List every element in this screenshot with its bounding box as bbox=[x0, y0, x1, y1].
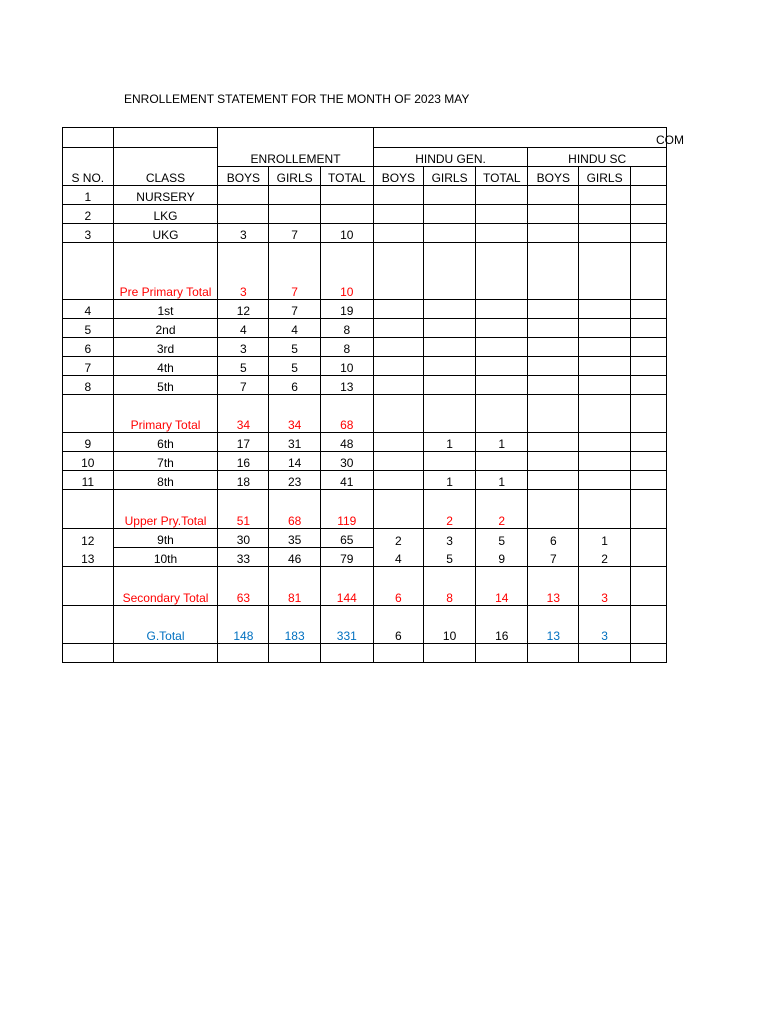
class-cell: 3rd bbox=[113, 338, 218, 357]
class-cell: 4th bbox=[113, 357, 218, 376]
hindu-sc-girls-cell bbox=[579, 376, 631, 395]
enrollment-boys-cell: 3 bbox=[218, 224, 269, 243]
enrollment-girls-cell: 5 bbox=[269, 338, 321, 357]
hindu-sc-girls-cell: 3 bbox=[579, 567, 631, 606]
hindu-gen-boys-cell bbox=[373, 395, 423, 433]
table-row bbox=[63, 300, 667, 319]
hindu-sc-girls-cell bbox=[579, 471, 631, 490]
table-row bbox=[63, 433, 667, 452]
hindu-sc-girls-cell bbox=[579, 433, 631, 452]
hindu-sc-boys-header: BOYS bbox=[528, 167, 579, 186]
hindu-sc-girls-cell bbox=[579, 224, 631, 243]
table-row bbox=[63, 452, 667, 471]
hindu-sc-total-header bbox=[630, 167, 666, 186]
sno-cell bbox=[63, 395, 114, 433]
hindu-gen-total-cell: 1 bbox=[476, 471, 528, 490]
hindu-gen-boys-cell bbox=[373, 452, 423, 471]
hindu-sc-boys-cell bbox=[528, 357, 579, 376]
hindu-gen-girls-cell bbox=[424, 205, 476, 224]
enrollment-girls-cell: 31 bbox=[269, 433, 321, 452]
empty-cell bbox=[630, 433, 666, 452]
hindu-gen-total-cell: 9 bbox=[476, 548, 528, 567]
enrollment-girls-cell: 46 bbox=[269, 548, 321, 567]
table-row bbox=[63, 529, 667, 548]
enrollment-table-viewport bbox=[62, 127, 684, 672]
hindu-gen-boys-cell bbox=[373, 243, 423, 300]
class-cell: Upper Pry.Total bbox=[113, 490, 218, 529]
header-blank-cell bbox=[113, 128, 218, 148]
enrollment-boys-cell: 17 bbox=[218, 433, 269, 452]
hindu-gen-boys-cell bbox=[373, 338, 423, 357]
subtotal-row bbox=[63, 243, 667, 300]
empty-cell bbox=[373, 644, 423, 663]
enrollment-girls-cell: 7 bbox=[269, 243, 321, 300]
table-row bbox=[63, 357, 667, 376]
class-cell: 1st bbox=[113, 300, 218, 319]
hindu-gen-girls-cell bbox=[424, 300, 476, 319]
empty-cell bbox=[630, 338, 666, 357]
class-cell: 2nd bbox=[113, 319, 218, 338]
empty-cell bbox=[320, 644, 373, 663]
empty-cell bbox=[630, 567, 666, 606]
enrollment-girls-cell: 4 bbox=[269, 319, 321, 338]
enrollment-boys-cell: 30 bbox=[218, 529, 269, 548]
hindu-gen-boys-cell: 2 bbox=[373, 529, 423, 548]
class-cell: 5th bbox=[113, 376, 218, 395]
enrollment-boys-cell: 18 bbox=[218, 471, 269, 490]
hindu-sc-girls-cell bbox=[579, 452, 631, 471]
enrollment-girls-cell: 6 bbox=[269, 376, 321, 395]
enrollment-total-cell: 13 bbox=[320, 376, 373, 395]
hindu-sc-boys-cell bbox=[528, 224, 579, 243]
enrollment-table bbox=[62, 127, 684, 663]
header-blank-cell bbox=[63, 128, 114, 148]
class-cell: UKG bbox=[113, 224, 218, 243]
hindu-gen-girls-cell: 2 bbox=[424, 490, 476, 529]
hindu-gen-total-cell bbox=[476, 224, 528, 243]
hindu-gen-total-cell: 16 bbox=[476, 606, 528, 644]
enrollment-girls-cell: 34 bbox=[269, 395, 321, 433]
enrollment-girls-header: GIRLS bbox=[269, 167, 321, 186]
table-row bbox=[63, 376, 667, 395]
empty-cell bbox=[630, 548, 666, 567]
class-cell: NURSERY bbox=[113, 186, 218, 205]
class-cell: Pre Primary Total bbox=[113, 243, 218, 300]
hindu-gen-girls-cell bbox=[424, 338, 476, 357]
sno-cell: 5 bbox=[63, 319, 114, 338]
class-cell: 10th bbox=[113, 548, 218, 567]
enrollment-girls-cell bbox=[269, 205, 321, 224]
hindu-gen-boys-cell bbox=[373, 433, 423, 452]
enrollment-boys-cell: 3 bbox=[218, 243, 269, 300]
hindu-gen-girls-cell: 8 bbox=[424, 567, 476, 606]
class-cell: 7th bbox=[113, 452, 218, 471]
sno-cell: 8 bbox=[63, 376, 114, 395]
enrollment-boys-cell: 63 bbox=[218, 567, 269, 606]
hindu-gen-boys-cell bbox=[373, 319, 423, 338]
hindu-sc-boys-cell bbox=[528, 300, 579, 319]
table-row bbox=[63, 644, 667, 663]
hindu-sc-girls-cell: 2 bbox=[579, 548, 631, 567]
hindu-sc-boys-cell: 7 bbox=[528, 548, 579, 567]
empty-cell bbox=[630, 529, 666, 548]
sno-cell: 2 bbox=[63, 205, 114, 224]
enrollment-boys-cell: 33 bbox=[218, 548, 269, 567]
hindu-gen-boys-cell bbox=[373, 186, 423, 205]
sno-cell: 7 bbox=[63, 357, 114, 376]
hindu-gen-total-cell bbox=[476, 452, 528, 471]
enrollment-total-cell: 144 bbox=[320, 567, 373, 606]
hindu-sc-boys-cell bbox=[528, 205, 579, 224]
empty-cell bbox=[630, 224, 666, 243]
enrollment-girls-cell: 7 bbox=[269, 300, 321, 319]
empty-cell bbox=[630, 243, 666, 300]
hindu-gen-boys-cell bbox=[373, 357, 423, 376]
empty-cell bbox=[630, 357, 666, 376]
enrollment-girls-cell: 7 bbox=[269, 224, 321, 243]
hindu-sc-boys-cell: 13 bbox=[528, 567, 579, 606]
enrollment-total-header: TOTAL bbox=[320, 167, 373, 186]
hindu-sc-girls-cell bbox=[579, 205, 631, 224]
enrollment-total-cell: 119 bbox=[320, 490, 373, 529]
hindu-sc-girls-cell: 3 bbox=[579, 606, 631, 644]
enrollment-boys-cell: 16 bbox=[218, 452, 269, 471]
sno-cell: 10 bbox=[63, 452, 114, 471]
enrollment-total-cell bbox=[320, 186, 373, 205]
enrollment-total-cell: 68 bbox=[320, 395, 373, 433]
table-row bbox=[63, 471, 667, 490]
empty-cell bbox=[630, 205, 666, 224]
enrollment-girls-cell: 35 bbox=[269, 529, 321, 548]
hindu-gen-total-cell: 5 bbox=[476, 529, 528, 548]
sno-cell: 9 bbox=[63, 433, 114, 452]
hindu-sc-boys-cell bbox=[528, 395, 579, 433]
hindu-sc-girls-cell: 1 bbox=[579, 529, 631, 548]
hindu-sc-girls-cell bbox=[579, 186, 631, 205]
hindu-sc-boys-cell: 6 bbox=[528, 529, 579, 548]
hindu-gen-boys-cell bbox=[373, 224, 423, 243]
enrollment-boys-cell bbox=[218, 205, 269, 224]
enrollment-boys-cell: 3 bbox=[218, 338, 269, 357]
enrollment-total-cell: 10 bbox=[320, 243, 373, 300]
header-blank-cell bbox=[113, 148, 218, 167]
hindu-sc-girls-cell bbox=[579, 395, 631, 433]
empty-cell bbox=[476, 644, 528, 663]
hindu-sc-boys-cell bbox=[528, 319, 579, 338]
hindu-gen-boys-cell bbox=[373, 471, 423, 490]
class-cell: LKG bbox=[113, 205, 218, 224]
hindu-gen-girls-cell: 3 bbox=[424, 529, 476, 548]
hindu-gen-total-cell bbox=[476, 205, 528, 224]
empty-cell bbox=[630, 319, 666, 338]
hindu-gen-girls-cell bbox=[424, 186, 476, 205]
hindu-sc-boys-cell bbox=[528, 433, 579, 452]
enrollment-total-cell: 48 bbox=[320, 433, 373, 452]
hindu-gen-girls-cell: 5 bbox=[424, 548, 476, 567]
hindu-sc-boys-cell bbox=[528, 338, 579, 357]
enrollment-girls-cell: 81 bbox=[269, 567, 321, 606]
enrollment-boys-cell bbox=[218, 186, 269, 205]
hindu-gen-girls-cell bbox=[424, 395, 476, 433]
enrollment-group-header: ENROLLEMENT bbox=[218, 148, 373, 167]
enrollment-total-cell: 331 bbox=[320, 606, 373, 644]
enrollment-total-cell: 65 bbox=[320, 529, 373, 548]
sno-cell: 3 bbox=[63, 224, 114, 243]
hindu-gen-girls-cell bbox=[424, 357, 476, 376]
enrollment-total-cell: 30 bbox=[320, 452, 373, 471]
sno-cell: 1 bbox=[63, 186, 114, 205]
hindu-gen-boys-cell: 4 bbox=[373, 548, 423, 567]
empty-cell bbox=[630, 471, 666, 490]
hindu-gen-boys-cell bbox=[373, 300, 423, 319]
hindu-sc-boys-cell: 13 bbox=[528, 606, 579, 644]
hindu-gen-total-cell bbox=[476, 243, 528, 300]
header-blank-cell bbox=[63, 148, 114, 167]
table-row bbox=[63, 338, 667, 357]
enrollment-boys-header: BOYS bbox=[218, 167, 269, 186]
enrollment-total-cell bbox=[320, 205, 373, 224]
empty-cell bbox=[579, 644, 631, 663]
table-row bbox=[63, 205, 667, 224]
hindu-gen-total-cell bbox=[476, 357, 528, 376]
table-row bbox=[63, 224, 667, 243]
enrollment-total-cell: 41 bbox=[320, 471, 373, 490]
hindu-gen-total-header: TOTAL bbox=[476, 167, 528, 186]
class-cell: Secondary Total bbox=[113, 567, 218, 606]
enrollment-boys-cell: 7 bbox=[218, 376, 269, 395]
hindu-gen-girls-header: GIRLS bbox=[424, 167, 476, 186]
hindu-gen-girls-cell: 1 bbox=[424, 433, 476, 452]
hindu-gen-total-cell bbox=[476, 395, 528, 433]
empty-cell bbox=[630, 376, 666, 395]
header-blank-cell bbox=[218, 128, 373, 148]
table-row bbox=[63, 548, 667, 567]
enrollment-total-cell: 10 bbox=[320, 224, 373, 243]
enrollment-total-cell: 8 bbox=[320, 338, 373, 357]
hindu-gen-total-cell bbox=[476, 338, 528, 357]
enrollment-boys-cell: 51 bbox=[218, 490, 269, 529]
class-column-header: CLASS bbox=[113, 167, 218, 186]
hindu-sc-group-header: HINDU SC bbox=[528, 148, 667, 167]
hindu-gen-total-cell bbox=[476, 186, 528, 205]
hindu-gen-boys-header: BOYS bbox=[373, 167, 423, 186]
enrollment-girls-cell: 68 bbox=[269, 490, 321, 529]
enrollment-total-cell: 19 bbox=[320, 300, 373, 319]
empty-cell bbox=[630, 186, 666, 205]
empty-cell bbox=[630, 490, 666, 529]
enrollment-girls-cell: 183 bbox=[269, 606, 321, 644]
enrollment-total-cell: 10 bbox=[320, 357, 373, 376]
hindu-sc-girls-header: GIRLS bbox=[579, 167, 631, 186]
class-cell: 9th bbox=[113, 529, 218, 548]
hindu-gen-girls-cell: 10 bbox=[424, 606, 476, 644]
hindu-gen-total-cell: 2 bbox=[476, 490, 528, 529]
enrollment-boys-cell: 148 bbox=[218, 606, 269, 644]
enrollment-boys-cell: 12 bbox=[218, 300, 269, 319]
empty-cell bbox=[218, 644, 269, 663]
hindu-gen-girls-cell bbox=[424, 243, 476, 300]
hindu-gen-total-cell bbox=[476, 300, 528, 319]
hindu-gen-total-cell: 1 bbox=[476, 433, 528, 452]
hindu-sc-boys-cell bbox=[528, 243, 579, 300]
hindu-gen-group-header: HINDU GEN. bbox=[373, 148, 528, 167]
hindu-gen-boys-cell: 6 bbox=[373, 606, 423, 644]
class-cell: 6th bbox=[113, 433, 218, 452]
enrollment-boys-cell: 5 bbox=[218, 357, 269, 376]
empty-cell bbox=[630, 395, 666, 433]
enrollment-total-cell: 79 bbox=[320, 548, 373, 567]
hindu-gen-girls-cell bbox=[424, 224, 476, 243]
class-cell: Primary Total bbox=[113, 395, 218, 433]
sno-cell: 4 bbox=[63, 300, 114, 319]
empty-cell bbox=[630, 300, 666, 319]
hindu-sc-girls-cell bbox=[579, 319, 631, 338]
enrollment-girls-cell: 5 bbox=[269, 357, 321, 376]
sno-column-header: S NO. bbox=[63, 167, 114, 186]
enrollment-total-cell: 8 bbox=[320, 319, 373, 338]
hindu-gen-boys-cell bbox=[373, 205, 423, 224]
subtotal-row bbox=[63, 395, 667, 433]
class-cell: G.Total bbox=[113, 606, 218, 644]
enrollment-boys-cell: 4 bbox=[218, 319, 269, 338]
hindu-gen-girls-cell bbox=[424, 319, 476, 338]
enrollment-girls-cell bbox=[269, 186, 321, 205]
hindu-gen-girls-cell bbox=[424, 452, 476, 471]
sno-cell: 6 bbox=[63, 338, 114, 357]
empty-cell bbox=[528, 644, 579, 663]
sno-cell: 12 bbox=[63, 529, 114, 548]
statement-title: ENROLLEMENT STATEMENT FOR THE MONTH OF 2023 MAY bbox=[124, 92, 470, 106]
empty-cell bbox=[630, 644, 666, 663]
hindu-gen-girls-cell bbox=[424, 376, 476, 395]
hindu-sc-girls-cell bbox=[579, 243, 631, 300]
empty-cell bbox=[269, 644, 321, 663]
enrollment-girls-cell: 14 bbox=[269, 452, 321, 471]
hindu-sc-boys-cell bbox=[528, 471, 579, 490]
enrollment-boys-cell: 34 bbox=[218, 395, 269, 433]
hindu-sc-girls-cell bbox=[579, 338, 631, 357]
sno-cell bbox=[63, 490, 114, 529]
community-group-label: COM bbox=[656, 133, 684, 147]
sno-cell: 13 bbox=[63, 548, 114, 567]
hindu-gen-girls-cell: 1 bbox=[424, 471, 476, 490]
hindu-gen-boys-cell: 6 bbox=[373, 567, 423, 606]
hindu-sc-boys-cell bbox=[528, 186, 579, 205]
sno-cell: 11 bbox=[63, 471, 114, 490]
sno-cell bbox=[63, 567, 114, 606]
table-row bbox=[63, 319, 667, 338]
hindu-sc-girls-cell bbox=[579, 490, 631, 529]
table-row bbox=[63, 186, 667, 205]
sno-cell bbox=[63, 606, 114, 644]
hindu-gen-boys-cell bbox=[373, 376, 423, 395]
hindu-sc-girls-cell bbox=[579, 357, 631, 376]
hindu-sc-boys-cell bbox=[528, 490, 579, 529]
empty-cell bbox=[630, 452, 666, 471]
enrollment-girls-cell: 23 bbox=[269, 471, 321, 490]
hindu-sc-boys-cell bbox=[528, 376, 579, 395]
class-cell: 8th bbox=[113, 471, 218, 490]
empty-cell bbox=[424, 644, 476, 663]
hindu-gen-boys-cell bbox=[373, 490, 423, 529]
empty-cell bbox=[63, 644, 114, 663]
empty-cell bbox=[113, 644, 218, 663]
sno-cell bbox=[63, 243, 114, 300]
subtotal-row bbox=[63, 567, 667, 606]
hindu-gen-total-cell: 14 bbox=[476, 567, 528, 606]
subtotal-row bbox=[63, 490, 667, 529]
hindu-gen-total-cell bbox=[476, 376, 528, 395]
community-group-header bbox=[373, 128, 684, 148]
grand-total-row bbox=[63, 606, 667, 644]
hindu-sc-boys-cell bbox=[528, 452, 579, 471]
empty-cell bbox=[630, 606, 666, 644]
hindu-sc-girls-cell bbox=[579, 300, 631, 319]
hindu-gen-total-cell bbox=[476, 319, 528, 338]
